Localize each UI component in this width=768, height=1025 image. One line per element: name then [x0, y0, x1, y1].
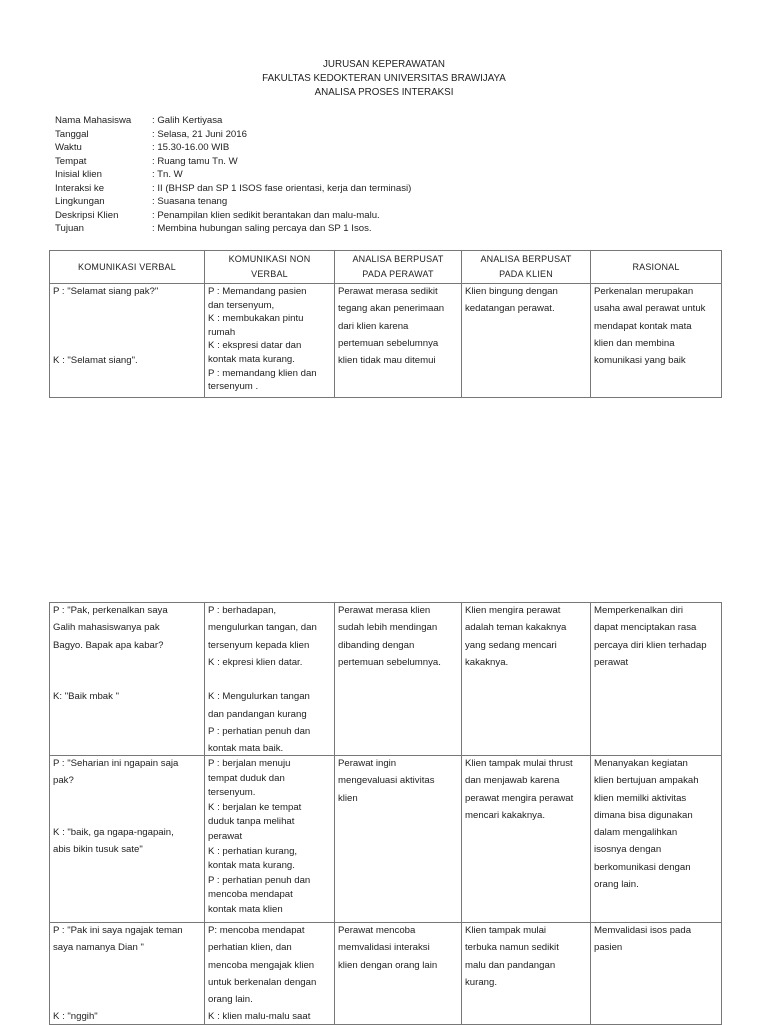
cell-line: terbuka namun sedikit [465, 942, 559, 954]
column-header-komunikasi-non-verbal [205, 251, 335, 284]
cell-line: mencari kakaknya. [465, 809, 545, 821]
cell-line: P : "Selamat siang pak?" [53, 286, 159, 297]
info-label: Tempat [55, 155, 87, 167]
cell-line: dimana bisa digunakan [594, 809, 693, 821]
cell-line: rumah [208, 326, 236, 338]
cell-line: kontak mata klien [208, 903, 283, 915]
cell-line: K : membukakan pintu [208, 313, 304, 325]
cell-komunikasi-non-verbal [205, 603, 335, 756]
cell-line: Memvalidasi isos pada [594, 925, 692, 936]
cell-line: kontak mata baik. [208, 743, 284, 753]
info-value: : Selasa, 21 Juni 2016 [152, 128, 247, 140]
cell-komunikasi-non-verbal [205, 923, 335, 1025]
info-row [55, 128, 411, 142]
cell-line: saya namanya Dian " [53, 942, 144, 954]
info-value: : Penampilan klien sedikit berantakan dan malu-malu. [152, 209, 380, 221]
cell-analisa-perawat [335, 756, 462, 923]
column-header-line: PADA KLIEN [499, 269, 553, 279]
cell-line: P : memandang klien dan [208, 367, 317, 379]
cell-line: kontak mata kurang. [208, 353, 295, 365]
cell-line: tersenyum. [208, 787, 256, 799]
cell-line: tempat duduk dan [208, 772, 285, 784]
cell-line: Klien bingung dengan [465, 286, 558, 297]
cell-line: P : Memandang pasien [208, 286, 307, 297]
cell-line: K : ekpresi klien datar. [208, 656, 303, 668]
doc-title-faculty: FAKULTAS KEDOKTERAN UNIVERSITAS BRAWIJAYA [262, 73, 506, 84]
cell-line: P : perhatian penuh dan [208, 726, 311, 738]
cell-line: P : perhatian penuh dan [208, 874, 311, 886]
column-header-line: ANALISA BERPUSAT [352, 254, 444, 264]
cell-line: Klien tampak mulai thrust [465, 758, 573, 769]
cell-line: orang lain. [208, 994, 253, 1006]
column-header-analisa-perawat [335, 251, 462, 284]
cell-line: klien dan membina [594, 337, 675, 349]
cell-line: dalam mengalihkan [594, 827, 678, 839]
cell-line [53, 302, 201, 319]
info-label: Tanggal [55, 128, 89, 140]
cell-line: memvalidasi interaksi [338, 942, 430, 954]
cell-line: dan tersenyum, [208, 299, 275, 311]
cell-line: klien dengan orang lain [338, 959, 438, 971]
info-value: : Membina hubungan saling percaya dan SP 1 Isos. [152, 223, 372, 234]
cell-line: K : Mengulurkan tangan [208, 691, 310, 703]
info-row [55, 209, 411, 223]
info-label: Waktu [55, 142, 82, 153]
cell-line: adalah teman kakaknya [465, 622, 567, 634]
cell-line: klien [338, 792, 358, 804]
cell-line: perawat [208, 830, 243, 842]
cell-line: K : perhatian kurang, [208, 845, 298, 857]
cell-komunikasi-verbal [50, 603, 205, 756]
info-label: Deskripsi Klien [55, 209, 119, 221]
cell-line: yang sedang mencari [465, 639, 557, 651]
cell-analisa-klien [462, 923, 591, 1025]
cell-line: dari klien karena [338, 320, 409, 332]
cell-line: kakaknya. [465, 656, 509, 668]
cell-line: mencoba mengajak klien [208, 959, 315, 971]
column-header-analisa-klien [462, 251, 591, 284]
cell-line: Perawat merasa sedikit [338, 286, 438, 297]
info-row [55, 222, 411, 236]
cell-line: usaha awal perawat untuk [594, 303, 706, 315]
interaction-table-header-part [49, 250, 722, 398]
cell-komunikasi-verbal [50, 923, 205, 1025]
cell-komunikasi-verbal [50, 284, 205, 398]
cell-line: Perkenalan merupakan [594, 286, 694, 297]
cell-line: percaya diri klien terhadap [594, 639, 707, 651]
cell-line: Klien mengira perawat [465, 605, 561, 616]
cell-analisa-perawat [335, 603, 462, 756]
table-row [50, 284, 722, 398]
cell-line: pertemuan sebelumnya. [338, 656, 441, 668]
cell-line: K : klien malu-malu saat [208, 1011, 311, 1022]
cell-analisa-klien [462, 756, 591, 923]
interaction-table-continued [49, 602, 722, 1025]
info-value: : II (BHSP dan SP 1 ISOS fase orientasi, kerja dan terminasi) [152, 182, 412, 194]
cell-line: Memperkenalkan diri [594, 605, 684, 616]
cell-line: P : "Pak ini saya ngajak teman [53, 925, 183, 936]
info-value: : 15.30-16.00 WIB [152, 142, 230, 153]
cell-komunikasi-verbal [50, 756, 205, 923]
cell-line: mengevaluasi aktivitas [338, 775, 435, 787]
cell-rasional [591, 603, 722, 756]
cell-line: kurang. [465, 976, 497, 988]
cell-line [53, 792, 201, 809]
info-label: Nama Mahasiswa [55, 115, 132, 126]
cell-line: sudah lebih mendingan [338, 622, 438, 634]
cell-line: K : berjalan ke tempat [208, 801, 302, 813]
cell-line: Perawat merasa klien [338, 605, 431, 616]
cell-komunikasi-non-verbal [205, 756, 335, 923]
cell-line: pak? [53, 775, 74, 787]
cell-line: Perawat ingin [338, 758, 397, 769]
cell-line [53, 337, 201, 354]
cell-line: klien bertujuan ampakah [594, 775, 699, 787]
column-header-komunikasi-verbal [50, 251, 205, 284]
doc-title-department: JURUSAN KEPERAWATAN [323, 59, 445, 70]
cell-line: tersenyum kepada klien [208, 639, 310, 651]
cell-line: mengulurkan tangan, dan [208, 622, 317, 634]
cell-line: Galih mahasiswanya pak [53, 622, 160, 634]
cell-line: K : ekspresi datar dan [208, 340, 302, 352]
info-value: : Ruang tamu Tn. W [152, 155, 238, 167]
cell-line: P: mencoba mendapat [208, 925, 305, 936]
cell-line: perawat mengira perawat [465, 792, 574, 804]
cell-line: perhatian klien, dan [208, 942, 292, 954]
info-label: Lingkungan [55, 196, 105, 207]
cell-analisa-perawat [335, 284, 462, 398]
info-value: : Suasana tenang [152, 196, 228, 207]
cell-rasional [591, 756, 722, 923]
doc-title-form: ANALISA PROSES INTERAKSI [314, 87, 454, 98]
info-row [55, 168, 411, 182]
cell-line: isosnya dengan [594, 844, 662, 856]
cell-line: kedatangan perawat. [465, 303, 555, 315]
info-value: : Tn. W [152, 169, 183, 180]
info-row [55, 195, 411, 209]
column-header-line: KOMUNIKASI VERBAL [78, 261, 176, 272]
cell-line [208, 673, 331, 690]
cell-line: untuk berkenalan dengan [208, 976, 317, 988]
cell-analisa-klien [462, 284, 591, 398]
cell-line: pasien [594, 942, 623, 954]
cell-line: dibanding dengan [338, 639, 415, 651]
cell-line: tegang akan penerimaan [338, 303, 445, 315]
cell-line: dan menjawab karena [465, 775, 560, 787]
cell-line: klien tidak mau ditemui [338, 355, 436, 367]
cell-line [53, 809, 201, 826]
cell-line: orang lain. [594, 879, 639, 891]
cell-line [53, 976, 201, 993]
table-row [50, 756, 722, 923]
student-info [55, 114, 411, 236]
cell-line: Perawat mencoba [338, 925, 416, 936]
cell-rasional [591, 284, 722, 398]
cell-line: mendapat kontak mata [594, 320, 692, 332]
info-row [55, 155, 411, 169]
cell-line: pertemuan sebelumnya [338, 337, 439, 349]
cell-line: tersenyum . [208, 381, 259, 393]
cell-line: duduk tanpa melihat [208, 816, 295, 828]
cell-line: dan pandangan kurang [208, 708, 307, 720]
cell-rasional [591, 923, 722, 1025]
cell-line: Bagyo. Bapak apa kabar? [53, 639, 164, 651]
cell-line: kontak mata kurang. [208, 860, 295, 872]
cell-analisa-klien [462, 603, 591, 756]
column-header-rasional [591, 251, 722, 284]
info-row [55, 141, 411, 155]
column-header-line: KOMUNIKASI NON [228, 254, 311, 264]
info-label: Tujuan [55, 223, 84, 234]
cell-line [53, 993, 201, 1010]
table-row [50, 603, 722, 756]
info-row [55, 182, 411, 196]
cell-line: P : berjalan menuju [208, 758, 291, 769]
cell-analisa-perawat [335, 923, 462, 1025]
cell-line: mencoba mendapat [208, 889, 293, 901]
cell-line: K : "nggih" [53, 1011, 98, 1022]
info-row [55, 114, 411, 128]
cell-line: klien memilki aktivitas [594, 792, 687, 804]
cell-line: perawat [594, 656, 629, 668]
cell-komunikasi-non-verbal [205, 284, 335, 398]
cell-line: Menanyakan kegiatan [594, 758, 688, 769]
column-header-line: ANALISA BERPUSAT [480, 254, 572, 264]
cell-line [53, 656, 201, 673]
info-label: Inisial klien [55, 169, 102, 180]
cell-line: komunikasi yang baik [594, 355, 686, 367]
cell-line: berkomunikasi dengan [594, 861, 691, 873]
cell-line [53, 320, 201, 337]
info-value: : Galih Kertiyasa [152, 115, 223, 126]
column-header-line: PADA PERAWAT [362, 269, 434, 279]
cell-line: abis bikin tusuk sate" [53, 844, 143, 856]
cell-line: dapat menciptakan rasa [594, 622, 697, 634]
cell-line: P : berhadapan, [208, 605, 277, 616]
cell-line: Klien tampak mulai [465, 925, 547, 936]
cell-line: P : "Seharian ini ngapain saja [53, 758, 179, 769]
column-header-line: VERBAL [251, 269, 288, 279]
column-header-line: RASIONAL [632, 261, 680, 272]
cell-line [53, 959, 201, 976]
table-row [50, 923, 722, 1025]
cell-line [53, 673, 201, 690]
cell-line: K: "Baik mbak " [53, 691, 119, 703]
cell-line: malu dan pandangan [465, 959, 556, 971]
cell-line: K : "Selamat siang". [53, 355, 138, 367]
cell-line: P : "Pak, perkenalkan saya [53, 605, 168, 616]
cell-line: K : "baik, ga ngapa-ngapain, [53, 827, 174, 839]
info-label: Interaksi ke [55, 182, 105, 194]
